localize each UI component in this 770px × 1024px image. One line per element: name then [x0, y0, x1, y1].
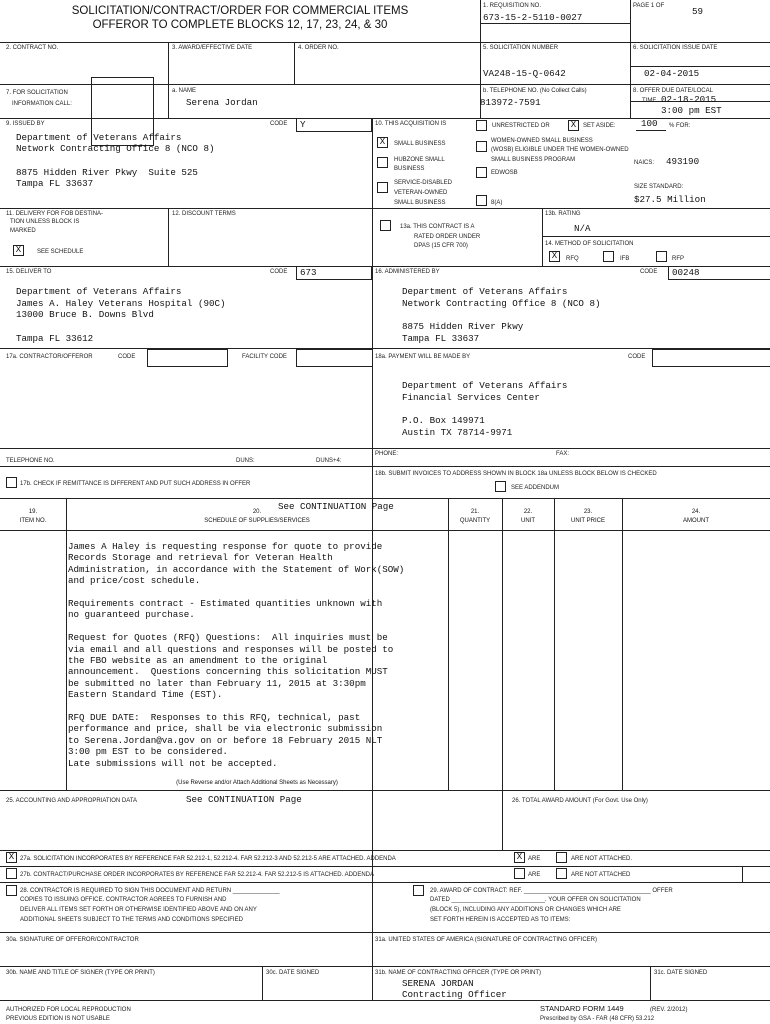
contractor-sign-line-1: 28. CONTRACTOR IS REQUIRED TO SIGN THIS DOCUMENT AND RETURN ______________	[20, 888, 280, 894]
rated-order-label-3: DPAS (15 CFR 700)	[414, 243, 468, 249]
sdvosb-label-1: SERVICE-DISABLED	[394, 180, 452, 186]
hubzone-label-1: HUBZONE SMALL	[394, 157, 445, 163]
offeror-date-label: 30c. DATE SIGNED	[266, 970, 320, 976]
acquisition-label: 10. THIS ACQUISITION IS	[375, 121, 447, 127]
rfp-label: RFP	[672, 256, 684, 262]
deliver-to-code: 673	[300, 267, 317, 278]
issued-by-line-4: 8875 Hidden River Pkwy Suite 525	[16, 167, 198, 178]
schedule-line: Late submissions will not be accepted.	[68, 757, 278, 769]
unrestricted-label: UNRESTRICTED OR	[492, 123, 550, 129]
hubzone-checkbox[interactable]	[377, 157, 388, 168]
schedule-footnote: (Use Reverse and/or Attach Additional Sheets as Necessary)	[176, 780, 338, 786]
contractor-sign-line-2: COPIES TO ISSUING OFFICE. CONTRACTOR AGREES TO FURNISH AND	[20, 897, 227, 903]
offer-due-time[interactable]: 3:00 pm EST	[661, 105, 722, 116]
co-signature-label: 31a. UNITED STATES OF AMERICA (SIGNATURE OF CONTRACTING OFFICER)	[375, 937, 598, 943]
facility-code-label: FACILITY CODE	[242, 354, 287, 360]
schedule-line: Eastern Standard Time (EST).	[68, 689, 223, 701]
col-unit-price: UNIT PRICE	[571, 518, 605, 524]
contact-telephone[interactable]: 813972-7591	[480, 97, 541, 108]
payment-phone-label: PHONE:	[375, 451, 399, 457]
col-unit-num: 22.	[523, 509, 533, 515]
contractor-sign-checkbox[interactable]	[6, 885, 17, 896]
delivery-label-3: MARKED	[10, 228, 36, 234]
size-standard[interactable]: $27.5 Million	[634, 194, 706, 205]
offer-due-time-label: TIME	[642, 98, 657, 104]
accounting-value: See CONTINUATION Page	[186, 794, 302, 805]
requisition-label: 1. REQUISITION NO.	[483, 3, 542, 9]
schedule-line: to Serena.Jordan@va.gov on or before 18 February 2015 NLT	[68, 734, 383, 746]
deliver-to-line-3: 13000 Bruce B. Downs Blvd	[16, 309, 154, 320]
solicitation-info-label: 7. FOR SOLICITATION	[6, 90, 68, 96]
schedule-line: James A Haley is requesting response for quote to provide	[68, 541, 383, 552]
page-count: 59	[692, 6, 704, 17]
edwosb-checkbox[interactable]	[476, 167, 487, 178]
col-unit-price-num: 23.	[583, 509, 593, 515]
form-title-line2: OFFEROR TO COMPLETE BLOCKS 12, 17, 23, 24, & 30	[92, 19, 388, 31]
contract-no-label: 2. CONTRACT NO.	[6, 45, 59, 51]
schedule-line: and price/cost schedule.	[68, 575, 201, 587]
payment-by-label: 18a. PAYMENT WILL BE MADE BY	[375, 354, 471, 360]
see-addendum-checkbox[interactable]	[495, 481, 506, 492]
name-label: a. NAME	[172, 88, 197, 94]
contract-far-checkbox[interactable]	[6, 868, 17, 879]
form-title-line1: SOLICITATION/CONTRACT/ORDER FOR COMMERCIAL ITEMS	[71, 5, 409, 17]
eight-a-checkbox[interactable]	[476, 195, 487, 206]
contract-addenda-are-not-checkbox[interactable]	[556, 868, 567, 879]
administered-by-line-4: 8875 Hidden River Pkwy	[402, 321, 524, 332]
addenda-are-label: ARE	[528, 856, 541, 862]
payment-line-4: P.O. Box 149971	[402, 415, 485, 426]
delivery-label-1: 11. DELIVERY FOR FOB DESTINA-	[6, 211, 104, 217]
set-aside-checkbox[interactable]: X	[568, 120, 579, 131]
contractor-label: 17a. CONTRACTOR/OFFEROR	[6, 354, 93, 360]
addenda-are-not-checkbox[interactable]	[556, 852, 567, 863]
col-item-no-num: 19.	[28, 509, 38, 515]
offer-due-date[interactable]: 02-18-2015	[661, 94, 717, 105]
hubzone-label-2: BUSINESS	[394, 166, 425, 172]
rating-label: 13b. RATING	[545, 211, 581, 217]
rated-order-checkbox[interactable]	[380, 220, 391, 231]
addenda-are-checkbox[interactable]: X	[514, 852, 525, 863]
payment-code-label: CODE	[628, 354, 646, 360]
deliver-to-line-2: James A. Haley Veterans Hospital (90C)	[16, 298, 226, 309]
wosb-label-2: (WOSB) ELIGIBLE UNDER THE WOMEN-OWNED	[491, 147, 629, 153]
schedule-line: no guaranteed purchase.	[68, 609, 195, 621]
wosb-label-3: SMALL BUSINESS PROGRAM	[491, 157, 576, 163]
see-addendum-label: SEE ADDENDUM	[511, 485, 560, 491]
payment-code-box[interactable]	[652, 349, 770, 367]
size-standard-label: SIZE STANDARD:	[634, 184, 684, 190]
contract-addenda-are-not-label: ARE NOT ATTACHED	[571, 872, 631, 878]
schedule-line: Records Storage and retrieval for Veteran Health	[68, 552, 333, 564]
contractor-sign-line-3: DELIVER ALL ITEMS SET FORTH OR OTHERWISE IDENTIFIED ABOVE AND ON ANY	[20, 907, 257, 913]
total-award-label: 26. TOTAL AWARD AMOUNT (For Govt. Use Only)	[512, 798, 648, 804]
issued-by-code: Y	[300, 119, 306, 130]
solicitation-info-label-2: INFORMATION CALL:	[12, 101, 72, 107]
rated-order-label-1: 13a. THIS CONTRACT IS A	[400, 224, 475, 230]
schedule-line: performance and price, shall be via electronic submission	[68, 723, 383, 735]
ifb-label: IFB	[620, 256, 630, 262]
contract-far-label: 27b. CONTRACT/PURCHASE ORDER INCORPORATES BY REFERENCE FAR 52.212-4. FAR 52.212-5 IS ATTACHED. ADDENDA	[20, 872, 374, 878]
issued-by-code-box[interactable]	[296, 118, 372, 132]
solicitation-issue-date[interactable]: 02-04-2015	[644, 68, 700, 79]
issued-by-line-2: Network Contracting Office 8 (NCO 8)	[16, 143, 215, 154]
remittance-label: 17b. CHECK IF REMITTANCE IS DIFFERENT AND PUT SUCH ADDRESS IN OFFER	[20, 481, 251, 487]
administered-by-line-5: Tampa FL 33637	[402, 333, 480, 344]
eight-a-label: 8(A)	[491, 200, 503, 206]
addenda-are-not-label: ARE NOT ATTACHED.	[571, 856, 633, 862]
far-incorporated-label: 27a. SOLICITATION INCORPORATES BY REFERENCE FAR 52.212-1, 52.212-4. FAR 52.212-3 AND 52.212-5 ARE ATTACHED. ADDENDA	[20, 856, 396, 862]
set-aside-percent[interactable]: 100	[641, 118, 658, 129]
remittance-checkbox[interactable]	[6, 477, 17, 488]
naics-label: NAICS:	[634, 160, 655, 166]
far-incorporated-checkbox[interactable]: X	[6, 852, 17, 863]
award-line-1: 29. AWARD OF CONTRACT: REF. ______________________________________ OFFER	[430, 888, 673, 894]
schedule-line: announcement. Questions concerning this solicitation MUST	[68, 666, 388, 678]
small-business-checkbox[interactable]: X	[377, 137, 388, 148]
solicitation-date-label: 6. SOLICITATION ISSUE DATE	[633, 45, 718, 51]
duns4-label: DUNS+4:	[316, 458, 342, 464]
discount-terms-label: 12. DISCOUNT TERMS	[172, 211, 236, 217]
sdvosb-label-2: VETERAN-OWNED	[394, 190, 448, 196]
wosb-label-1: WOMEN-OWNED SMALL BUSINESS	[491, 138, 593, 144]
signer-name-label: 30b. NAME AND TITLE OF SIGNER (TYPE OR PRINT)	[6, 970, 155, 976]
solicitation-number-label: 5. SOLICITATION NUMBER	[483, 45, 559, 51]
duns-label: DUNS:	[236, 458, 255, 464]
deliver-to-code-label: CODE	[270, 269, 288, 275]
award-line-2: DATED ____________________________. YOUR OFFER ON SOLICITATION	[430, 897, 641, 903]
payment-line-5: Austin TX 78714-9971	[402, 427, 513, 438]
contract-addenda-are-checkbox[interactable]	[514, 868, 525, 879]
schedule-line: be submitted no later than February 11, 2015 at 3:30pm	[68, 677, 366, 689]
contractor-sign-line-4: ADDITIONAL SHEETS SUBJECT TO THE TERMS AND CONDITIONS SPECIFIED	[20, 917, 243, 923]
administered-by-line-2: Network Contracting Office 8 (NCO 8)	[402, 298, 601, 309]
naics-code[interactable]: 493190	[666, 156, 700, 167]
payment-line-2: Financial Services Center	[402, 392, 540, 403]
order-no-label: 4. ORDER NO.	[298, 45, 339, 51]
delivery-label-2: TION UNLESS BLOCK IS	[10, 219, 80, 225]
col-item-no: ITEM NO.	[19, 518, 47, 524]
small-business-label: SMALL BUSINESS	[394, 141, 446, 147]
issued-by-label: 9. ISSUED BY	[6, 121, 45, 127]
col-amount: AMOUNT	[683, 518, 709, 524]
wosb-checkbox[interactable]	[476, 141, 487, 152]
administered-by-label: 16. ADMINISTERED BY	[375, 269, 440, 275]
rfq-checkbox[interactable]: X	[549, 251, 560, 262]
deliver-to-label: 15. DELIVER TO	[6, 269, 52, 275]
schedule-line: via email and all questions and responses will be posted to	[68, 643, 394, 655]
submit-invoices-label: 18b. SUBMIT INVOICES TO ADDRESS SHOWN IN BLOCK 18a UNLESS BLOCK BELOW IS CHECKED	[375, 471, 657, 477]
percent-for-label: % FOR:	[669, 123, 691, 129]
issued-by-line-5: Tampa FL 33637	[16, 178, 94, 189]
rfq-label: RFQ	[566, 256, 579, 262]
deliver-to-line-1: Department of Veterans Affairs	[16, 286, 182, 297]
footer-revision: (REV. 2/2012)	[650, 1007, 688, 1013]
administered-by-code-label: CODE	[640, 269, 658, 275]
schedule-line: the FBO website as an amendment to the original	[68, 655, 328, 666]
telephone-label: b. TELEPHONE NO. (No Collect Calls)	[483, 88, 587, 94]
administered-by-code: 00248	[672, 267, 700, 278]
footer-form-name: STANDARD FORM 1449	[540, 1004, 624, 1013]
sdvosb-label-3: SMALL BUSINESS	[394, 200, 446, 206]
payment-fax-label: FAX:	[556, 451, 570, 457]
payment-line-1: Department of Veterans Affairs	[402, 380, 568, 391]
schedule-line: Requirements contract - Estimated quantities unknown with	[68, 598, 383, 609]
award-checkbox[interactable]	[413, 885, 424, 896]
see-schedule-checkbox[interactable]: X	[13, 245, 24, 256]
footer-edition: PREVIOUS EDITION IS NOT USABLE	[6, 1016, 110, 1022]
offeror-signature-label: 30a. SIGNATURE OF OFFEROR/CONTRACTOR	[6, 937, 139, 943]
col-quantity-num: 21.	[470, 509, 480, 515]
col-amount-num: 24.	[691, 509, 701, 515]
col-schedule-num: 20.	[252, 509, 262, 515]
administered-by-line-1: Department of Veterans Affairs	[402, 286, 568, 297]
contract-addenda-are-label: ARE	[528, 872, 541, 878]
award-line-4: SET FORTH HEREIN IS ACCEPTED AS TO ITEMS:	[430, 917, 571, 923]
award-date-label: 3. AWARD/EFFECTIVE DATE	[172, 45, 253, 51]
solicitation-number[interactable]: VA248-15-Q-0642	[483, 68, 566, 79]
see-continuation-header: See CONTINUATION Page	[278, 501, 394, 512]
rating-value[interactable]: N/A	[574, 223, 591, 234]
rfp-checkbox[interactable]	[656, 251, 667, 262]
see-schedule-label: SEE SCHEDULE	[37, 249, 84, 255]
award-line-3: (BLOCK 5), INCLUDING ANY ADDITIONS OR CHANGES WHICH ARE	[430, 907, 621, 913]
offer-due-label: 8. OFFER DUE DATE/LOCAL	[633, 88, 713, 94]
col-schedule: SCHEDULE OF SUPPLIES/SERVICES	[204, 518, 310, 524]
co-name: SERENA JORDAN	[402, 978, 474, 989]
issued-by-line-1: Department of Veterans Affairs	[16, 132, 182, 143]
page-label: PAGE 1 OF	[633, 3, 665, 9]
unrestricted-checkbox[interactable]	[476, 120, 487, 131]
co-date-label: 31c. DATE SIGNED	[654, 970, 708, 976]
ifb-checkbox[interactable]	[603, 251, 614, 262]
col-unit: UNIT	[521, 518, 535, 524]
method-label: 14. METHOD OF SOLICITATION	[545, 241, 634, 247]
schedule-line: Administration, in accordance with the Statement of Work(SOW)	[68, 563, 405, 575]
facility-code-box[interactable]	[296, 349, 373, 367]
edwosb-label: EDWOSB	[491, 170, 518, 176]
col-quantity: QUANTITY	[459, 518, 491, 524]
footer-reproduction: AUTHORIZED FOR LOCAL REPRODUCTION	[6, 1007, 131, 1013]
set-aside-label: SET ASIDE:	[583, 123, 616, 129]
rated-order-label-2: RATED ORDER UNDER	[414, 234, 481, 240]
accounting-label: 25. ACCOUNTING AND APPROPRIATION DATA	[6, 798, 138, 804]
schedule-line: 3:00 pm EST to be considered.	[68, 746, 228, 758]
sdvosb-checkbox[interactable]	[377, 182, 388, 193]
schedule-line: RFQ DUE DATE: Responses to this RFQ, technical, past	[68, 712, 361, 723]
contractor-code-box[interactable]	[147, 349, 228, 367]
requisition-value[interactable]: 673-15-2-5110-0027	[483, 12, 583, 23]
footer-prescribed: Prescribed by GSA - FAR (48 CFR) 53.212	[540, 1016, 655, 1022]
contractor-telephone-label: TELEPHONE NO.	[6, 458, 55, 464]
co-name-label: 31b. NAME OF CONTRACTING OFFICER (TYPE OR PRINT)	[375, 970, 542, 976]
contact-name[interactable]: Serena Jordan	[186, 97, 258, 108]
deliver-to-line-5: Tampa FL 33612	[16, 333, 94, 344]
co-title: Contracting Officer	[402, 989, 507, 1000]
issued-by-code-label: CODE	[270, 121, 288, 127]
schedule-line: Request for Quotes (RFQ) Questions: All inquiries must be	[68, 632, 388, 644]
contractor-code-label: CODE	[118, 354, 136, 360]
